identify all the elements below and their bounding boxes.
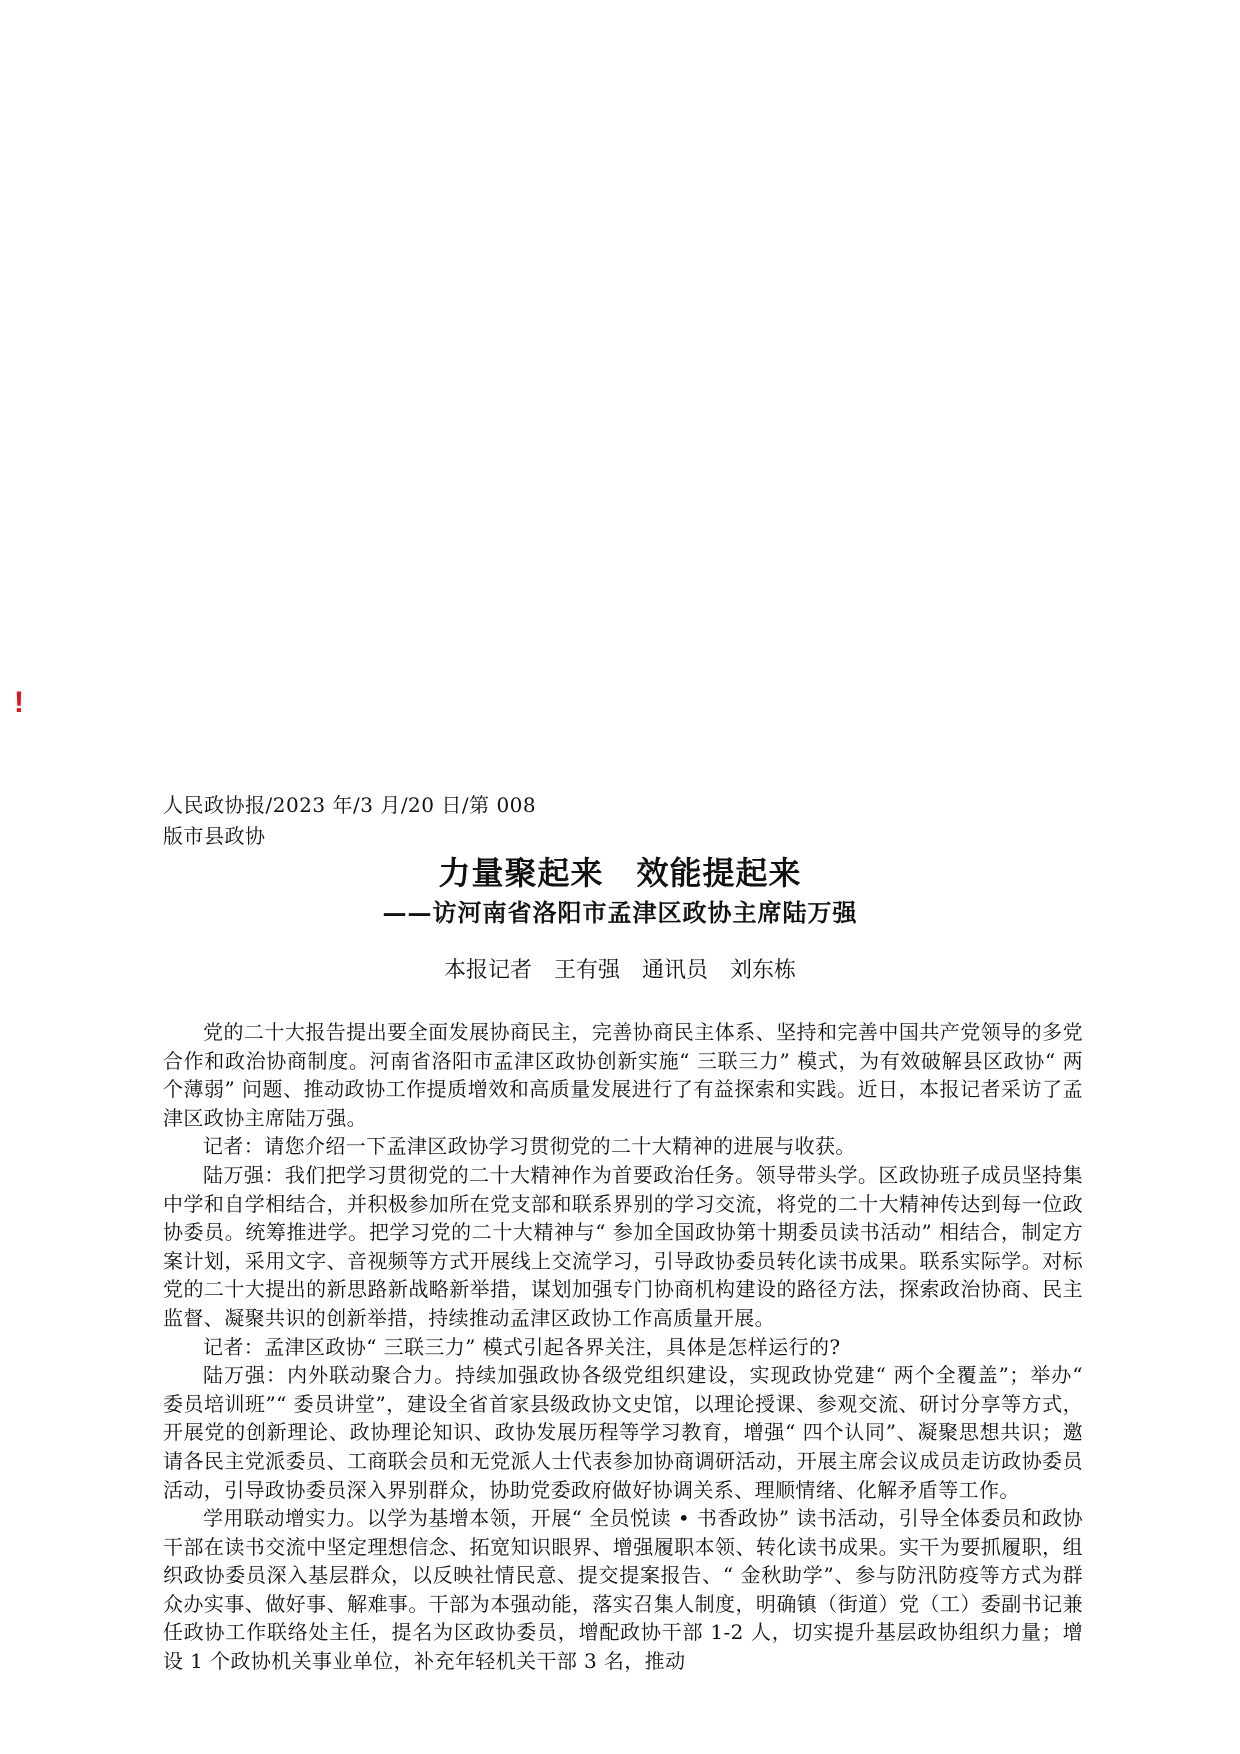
article-subtitle: ——访河南省洛阳市孟津区政协主席陆万强 <box>382 898 858 927</box>
exclamation-mark: ! <box>14 686 24 719</box>
publication-info-line-1: 人民政协报/2023 年/3 月/20 日/第 008 <box>163 793 537 817</box>
article-body <box>163 1018 1083 1676</box>
paragraph-answer-3: 学用联动增实力。以学为基增本领，开展“ 全员悦读 • 书香政协” 读书活动，引导全体委员和政协干部在读书交流中坚定理想信念、拓宽知识眼界、增强履职本领、转化读书成果。实干为要抓履职，组织政协委员深入基层群众，以反映社情民意、提交提案报告、“ 金秋助学”、参与防汛防疫等方式为群众办实事、做好事、解难事。干部为本强动能，落实召集人制度，明确镇（街道）党（工）委副书记兼任政协工作联络处主任，提名为区政协委员，增配政协干部 1-2 人，切实提升基层政协组织力量；增设 1 个政协机关事业单位，补充年轻机关干部 3 名，推动 <box>163 1506 1083 1674</box>
paragraph-question-2: 记者：孟津区政协“ 三联三力” 模式引起各界关注，具体是怎样运行的? <box>203 1334 841 1359</box>
paragraph-intro: 党的二十大报告提出要全面发展协商民主，完善协商民主体系、坚持和完善中国共产党领导的多党合作和政治协商制度。河南省洛阳市孟津区政协创新实施“ 三联三力” 模式，为有效破解县区政协“ 两个薄弱” 问题、推动政协工作提质增效和高质量发展进行了有益探索和实践。近日，本报记者采访了孟津区政协主席陆万强。 <box>163 1020 1083 1130</box>
paragraph-answer-1: 陆万强：我们把学习贯彻党的二十大精神作为首要政治任务。领导带头学。区政协班子成员坚持集中学和自学相结合，并积极参加所在党支部和联系界别的学习交流，将党的二十大精神传达到每一位政协委员。统筹推进学。把学习党的二十大精神与“ 参加全国政协第十期委员读书活动” 相结合，制定方案计划，采用文字、音视频等方式开展线上交流学习，引导政协委员转化读书成果。联系实际学。对标党的二十大提出的新思路新战略新举措，谋划加强专门协商机构建设的路径方法，探索政治协商、民主监督、凝聚共识的创新举措，持续推动孟津区政协工作高质量开展。 <box>163 1162 1083 1330</box>
publication-info <box>163 790 536 852</box>
publication-info-line-2: 版市县政协 <box>163 824 266 848</box>
article-title: 力量聚起来 效能提起来 <box>438 854 802 892</box>
article-byline: 本报记者 王有强 通讯员 刘东栋 <box>443 958 796 983</box>
paragraph-answer-2: 陆万强：内外联动聚合力。持续加强政协各级党组织建设，实现政协党建“ 两个全覆盖”；举办“ 委员培训班”“ 委员讲堂”，建设全省首家县级政协文史馆，以理论授课、参观交流、研讨分享等方式，开展党的创新理论、政协理论知识、政协发展历程等学习教育，增强“ 四个认同”、凝聚思想共识；邀请各民主党派委员、工商联会员和无党派人士代表参加协商调研活动，开展主席会议成员走访政协委员活动，引导政协委员深入界别群众，协助党委政府做好协调关系、理顺情绪、化解矛盾等工作。 <box>163 1363 1083 1502</box>
paragraph-question-1: 记者：请您介绍一下孟津区政协学习贯彻党的二十大精神的进展与收获。 <box>203 1134 856 1159</box>
